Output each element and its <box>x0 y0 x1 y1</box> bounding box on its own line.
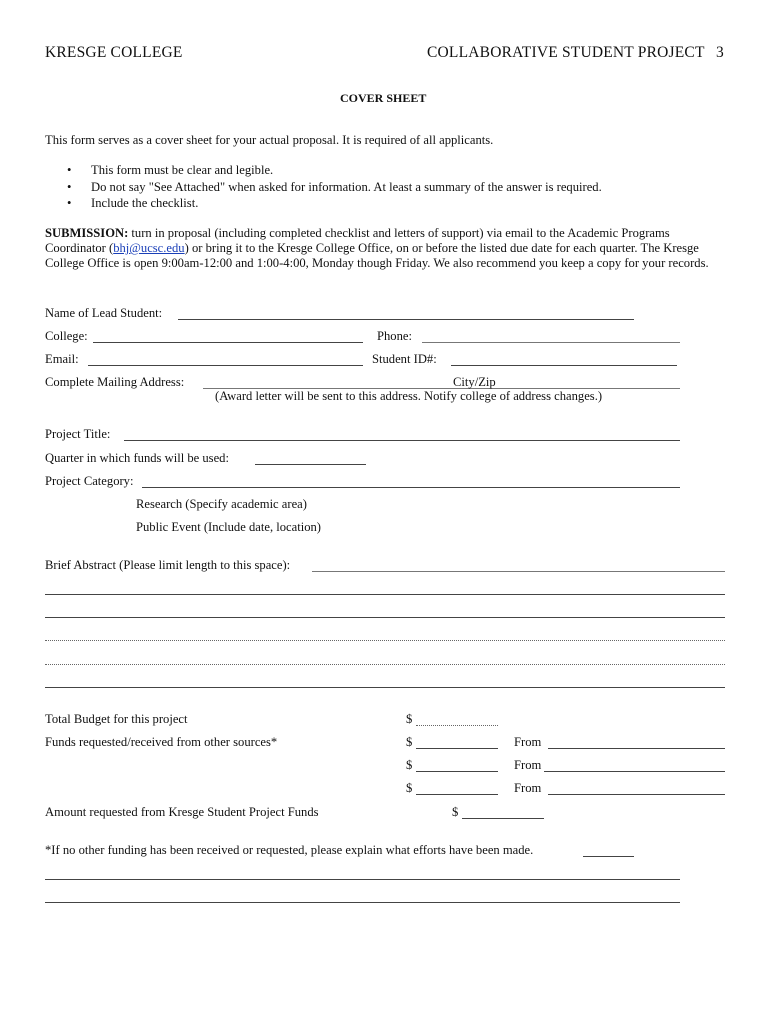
dollar-sign: $ <box>406 735 413 749</box>
footnote-line[interactable] <box>45 902 680 903</box>
header-left: KRESGE COLLEGE <box>45 44 183 61</box>
dollar-sign: $ <box>452 805 459 819</box>
city-zip-label: City/Zip <box>453 375 496 389</box>
category-option-research: Research (Specify academic area) <box>136 497 307 511</box>
list-item: • This form must be clear and legible. <box>67 163 274 177</box>
abstract-line[interactable] <box>45 664 725 665</box>
project-category-label: Project Category: <box>45 474 134 488</box>
footnote-text: *If no other funding has been received or requested, please explain what efforts have been made. <box>45 843 534 857</box>
dollar-sign: $ <box>406 781 413 795</box>
other-funds-amount-3[interactable] <box>416 794 498 795</box>
page-number: 3 <box>716 44 724 61</box>
from-label: From <box>514 781 542 795</box>
from-label: From <box>514 735 542 749</box>
quarter-field[interactable] <box>255 464 366 465</box>
other-funds-amount-1[interactable] <box>416 748 498 749</box>
brief-abstract-label: Brief Abstract (Please limit length to this space): <box>45 558 291 572</box>
other-funds-label: Funds requested/received from other sources* <box>45 735 278 749</box>
abstract-line[interactable] <box>45 640 725 641</box>
abstract-line[interactable] <box>312 571 725 572</box>
bullet-icon: • <box>67 163 72 177</box>
address-note: (Award letter will be sent to this address. Notify college of address changes.) <box>215 389 603 403</box>
project-title-label: Project Title: <box>45 427 111 441</box>
abstract-line[interactable] <box>45 594 725 595</box>
abstract-line[interactable] <box>45 617 725 618</box>
dollar-sign: $ <box>406 758 413 772</box>
bullet-icon: • <box>67 179 72 194</box>
footnote-line[interactable] <box>45 879 680 880</box>
other-funds-source-1[interactable] <box>548 748 725 749</box>
list-item: • Do not say "See Attached" when asked for information. At least a summary of the answer is required. <box>67 179 602 194</box>
phone-label: Phone: <box>377 329 412 343</box>
total-budget-field[interactable] <box>416 725 498 726</box>
category-option-public-event: Public Event (Include date, location) <box>136 520 321 534</box>
email-field[interactable] <box>88 365 363 366</box>
bullet-icon: • <box>67 196 72 210</box>
header-right: COLLABORATIVE STUDENT PROJECT <box>427 44 705 61</box>
lead-student-label: Name of Lead Student: <box>45 306 163 320</box>
submission-paragraph: SUBMISSION: turn in proposal (including completed checklist and letters of support) via email to the Academic Programs Coordinator (bhj@ucsc.edu) or bring it to the Kresge College Office, on or before the listed due date for each quarter. The Kresge College Office is open 9:00am-12:00 and 1:00-4:00, Monday though Friday. We also recommend you keep a copy for your records. <box>45 226 709 270</box>
college-label: College: <box>45 329 88 343</box>
submission-label: SUBMISSION: <box>45 226 129 240</box>
instruction-list <box>67 162 602 212</box>
other-funds-source-3[interactable] <box>548 794 725 795</box>
kresge-request-label: Amount requested from Kresge Student Project Funds <box>45 805 319 819</box>
email-link[interactable]: bhj@ucsc.edu <box>113 241 185 255</box>
abstract-line[interactable] <box>45 687 725 688</box>
quarter-label: Quarter in which funds will be used: <box>45 451 229 465</box>
intro-text: This form serves as a cover sheet for your actual proposal. It is required of all applicants. <box>45 133 494 147</box>
dollar-sign: $ <box>406 712 413 726</box>
other-funds-amount-2[interactable] <box>416 771 498 772</box>
student-id-label: Student ID#: <box>372 352 437 366</box>
college-field[interactable] <box>93 342 363 343</box>
other-funds-source-2[interactable] <box>544 771 725 772</box>
kresge-request-field[interactable] <box>462 818 544 819</box>
email-label: Email: <box>45 352 79 366</box>
mailing-address-label: Complete Mailing Address: <box>45 375 185 389</box>
phone-field[interactable] <box>422 342 680 343</box>
project-title-field[interactable] <box>124 440 680 441</box>
footnote-field[interactable] <box>583 856 634 857</box>
student-id-field[interactable] <box>451 365 677 366</box>
list-item: • Include the checklist. <box>67 196 199 210</box>
page-title: COVER SHEET <box>340 91 427 105</box>
from-label: From <box>514 758 542 772</box>
total-budget-label: Total Budget for this project <box>45 712 188 726</box>
project-category-field[interactable] <box>142 487 680 488</box>
lead-student-field[interactable] <box>178 319 634 320</box>
